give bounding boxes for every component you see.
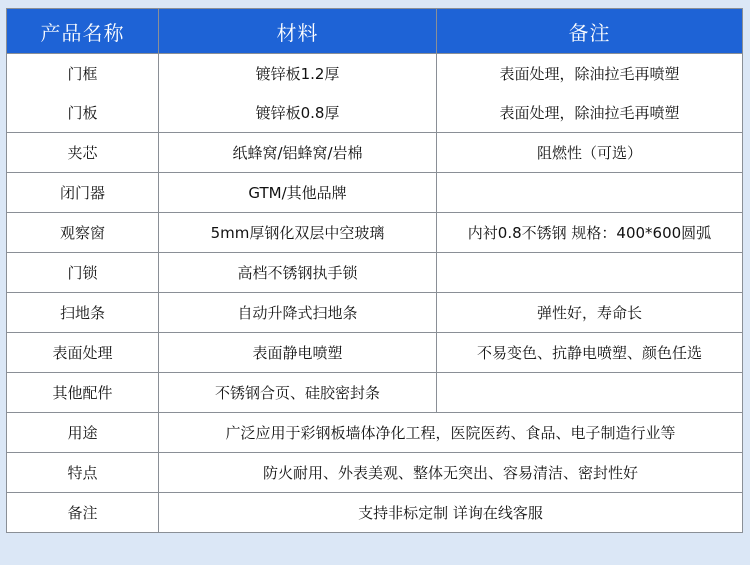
row-name: 夹芯 <box>7 133 159 173</box>
table-row <box>7 213 743 253</box>
row-name: 观察窗 <box>7 213 159 253</box>
table-row <box>7 133 743 173</box>
row-material: 不锈钢合页、硅胶密封条 <box>159 373 437 413</box>
row-note: 弹性好，寿命长 <box>437 293 743 333</box>
row-name: 用途 <box>7 413 159 453</box>
row-note: 不易变色、抗静电喷塑、颜色任选 <box>437 333 743 373</box>
table-row <box>7 173 743 213</box>
spec-table <box>6 8 743 533</box>
table-row <box>7 54 743 94</box>
row-material: 自动升降式扫地条 <box>159 293 437 333</box>
row-name: 特点 <box>7 453 159 493</box>
row-note <box>437 173 743 213</box>
row-merged-value: 广泛应用于彩钢板墙体净化工程，医院医药、食品、电子制造行业等 <box>159 413 743 453</box>
table-row <box>7 493 743 533</box>
row-material: 高档不锈钢执手锁 <box>159 253 437 293</box>
row-material: GTM/其他品牌 <box>159 173 437 213</box>
row-note: 阻燃性（可选） <box>437 133 743 173</box>
header-remark: 备注 <box>437 9 743 54</box>
row-merged-value: 防火耐用、外表美观、整体无突出、容易清洁、密封性好 <box>159 453 743 493</box>
row-name: 门框 <box>7 54 159 94</box>
row-merged-value: 支持非标定制 详询在线客服 <box>159 493 743 533</box>
header-row <box>7 9 743 54</box>
row-note: 表面处理，除油拉毛再喷塑 <box>437 54 743 94</box>
row-material: 表面静电喷塑 <box>159 333 437 373</box>
table-row <box>7 333 743 373</box>
row-material: 镀锌板1.2厚 <box>159 54 437 94</box>
row-name: 门锁 <box>7 253 159 293</box>
row-name: 其他配件 <box>7 373 159 413</box>
row-material: 镀锌板0.8厚 <box>159 93 437 133</box>
row-note <box>437 373 743 413</box>
row-note: 表面处理，除油拉毛再喷塑 <box>437 93 743 133</box>
row-name: 扫地条 <box>7 293 159 333</box>
row-material: 5mm厚钢化双层中空玻璃 <box>159 213 437 253</box>
row-name: 门板 <box>7 93 159 133</box>
table-row <box>7 253 743 293</box>
header-product-name: 产品名称 <box>7 9 159 54</box>
row-material: 纸蜂窝/铝蜂窝/岩棉 <box>159 133 437 173</box>
table-row <box>7 293 743 333</box>
row-note: 内衬0.8不锈钢 规格：400*600圆弧 <box>437 213 743 253</box>
table-row <box>7 93 743 133</box>
table-row <box>7 453 743 493</box>
table-row <box>7 413 743 453</box>
table-row <box>7 373 743 413</box>
row-name: 闭门器 <box>7 173 159 213</box>
row-name: 表面处理 <box>7 333 159 373</box>
header-material: 材料 <box>159 9 437 54</box>
row-note <box>437 253 743 293</box>
row-name: 备注 <box>7 493 159 533</box>
